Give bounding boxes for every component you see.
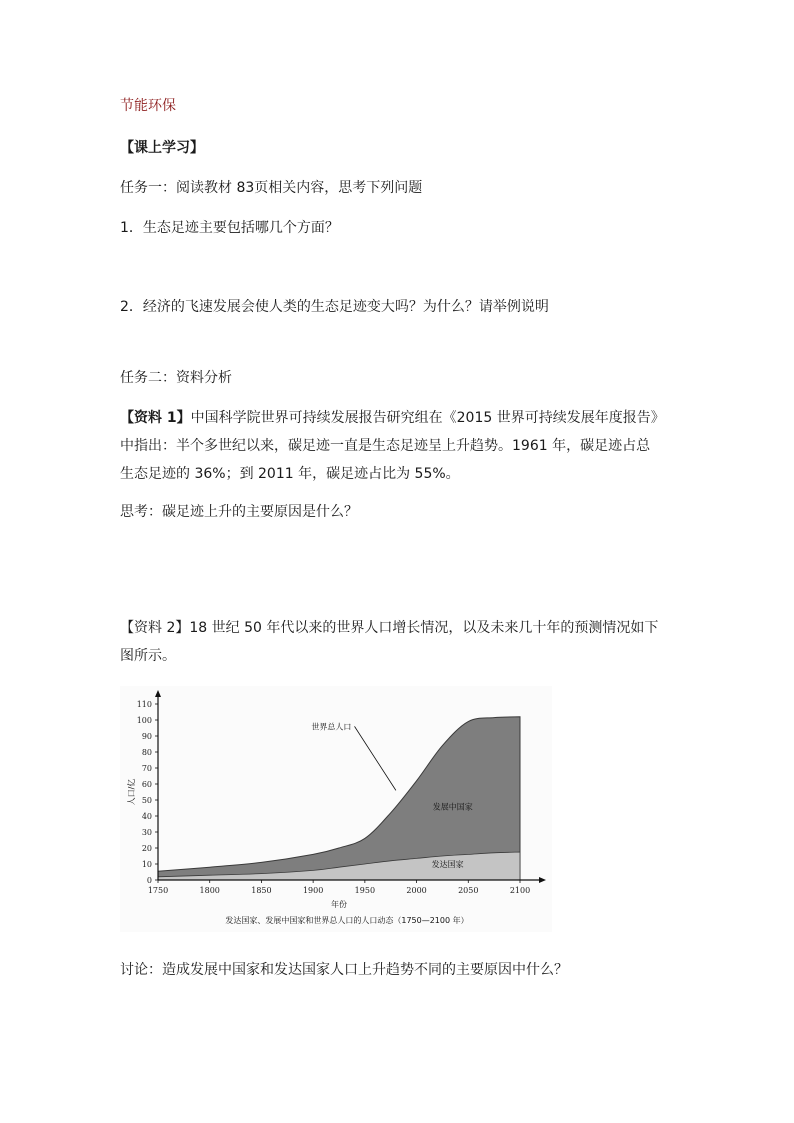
y-tick-label: 60	[141, 780, 152, 789]
question-2: 2．经济的飞速发展会使人类的生态足迹变大吗？为什么？请举例说明	[120, 299, 549, 315]
y-axis-label: 人口/亿	[127, 778, 136, 806]
x-axis-arrow	[539, 877, 546, 883]
y-tick-label: 110	[136, 700, 152, 709]
annotation-developed: 发达国家	[431, 860, 464, 870]
material-1-text: 中国科学院世界可持续发展报告研究组在《2015 世界可持续发展年度报告》中指出：半个多世纪以来，碳足迹一直是生态足迹呈上升趋势。1961 年，碳足迹占总生态足迹的 36%；到 2011 年，碳足迹占比为 55%。	[120, 410, 658, 482]
annotation-leader-line	[355, 726, 396, 790]
think-question: 思考：碳足迹上升的主要原因是什么？	[120, 504, 358, 520]
y-tick-label: 100	[136, 716, 152, 725]
annotation-developing: 发展中国家	[432, 802, 473, 812]
y-tick-label: 80	[141, 748, 152, 757]
material-1	[120, 404, 660, 488]
y-tick-label: 50	[141, 796, 152, 805]
population-chart	[120, 686, 552, 932]
x-axis-label: 年份	[331, 900, 347, 909]
x-tick-label: 1850	[251, 886, 272, 895]
doc-title: 节能环保	[120, 98, 176, 114]
material-2	[120, 614, 660, 670]
y-tick-label: 40	[141, 812, 152, 821]
y-tick-label: 10	[141, 860, 152, 869]
y-tick-label: 70	[141, 764, 152, 773]
chart-title: 发达国家、发展中国家和世界总人口的人口动态（1750—2100 年）	[225, 916, 469, 925]
x-tick-label: 2050	[458, 886, 479, 895]
y-tick-label: 90	[141, 732, 152, 741]
annotation-world-total: 世界总人口	[311, 722, 352, 732]
y-tick-label: 0	[146, 876, 152, 885]
material-2-label: 【资料 2】	[120, 620, 190, 636]
y-tick-label: 20	[141, 844, 152, 853]
y-axis-arrow	[155, 690, 161, 697]
task1-heading: 任务一：阅读教材 83页相关内容，思考下列问题	[120, 180, 423, 196]
x-tick-label: 1950	[354, 886, 376, 895]
x-tick-label: 2000	[406, 886, 427, 895]
x-tick-label: 2100	[509, 886, 531, 895]
discussion-question: 讨论：造成发展中国家和发达国家人口上升趋势不同的主要原因中什么？	[120, 962, 568, 978]
section-heading: 【课上学习】	[120, 140, 204, 156]
x-tick-label: 1800	[199, 886, 220, 895]
task2-heading: 任务二：资料分析	[120, 370, 232, 386]
y-tick-label: 30	[141, 828, 152, 837]
x-tick-label: 1750	[147, 886, 169, 895]
population-chart-svg	[120, 686, 552, 932]
x-tick-label: 1900	[302, 886, 324, 895]
material-2-text: 18 世纪 50 年代以来的世界人口增长情况，以及未来几十年的预测情况如下图所示。	[120, 620, 659, 664]
question-1: 1．生态足迹主要包括哪几个方面？	[120, 220, 339, 236]
material-1-label: 【资料 1】	[120, 410, 191, 426]
